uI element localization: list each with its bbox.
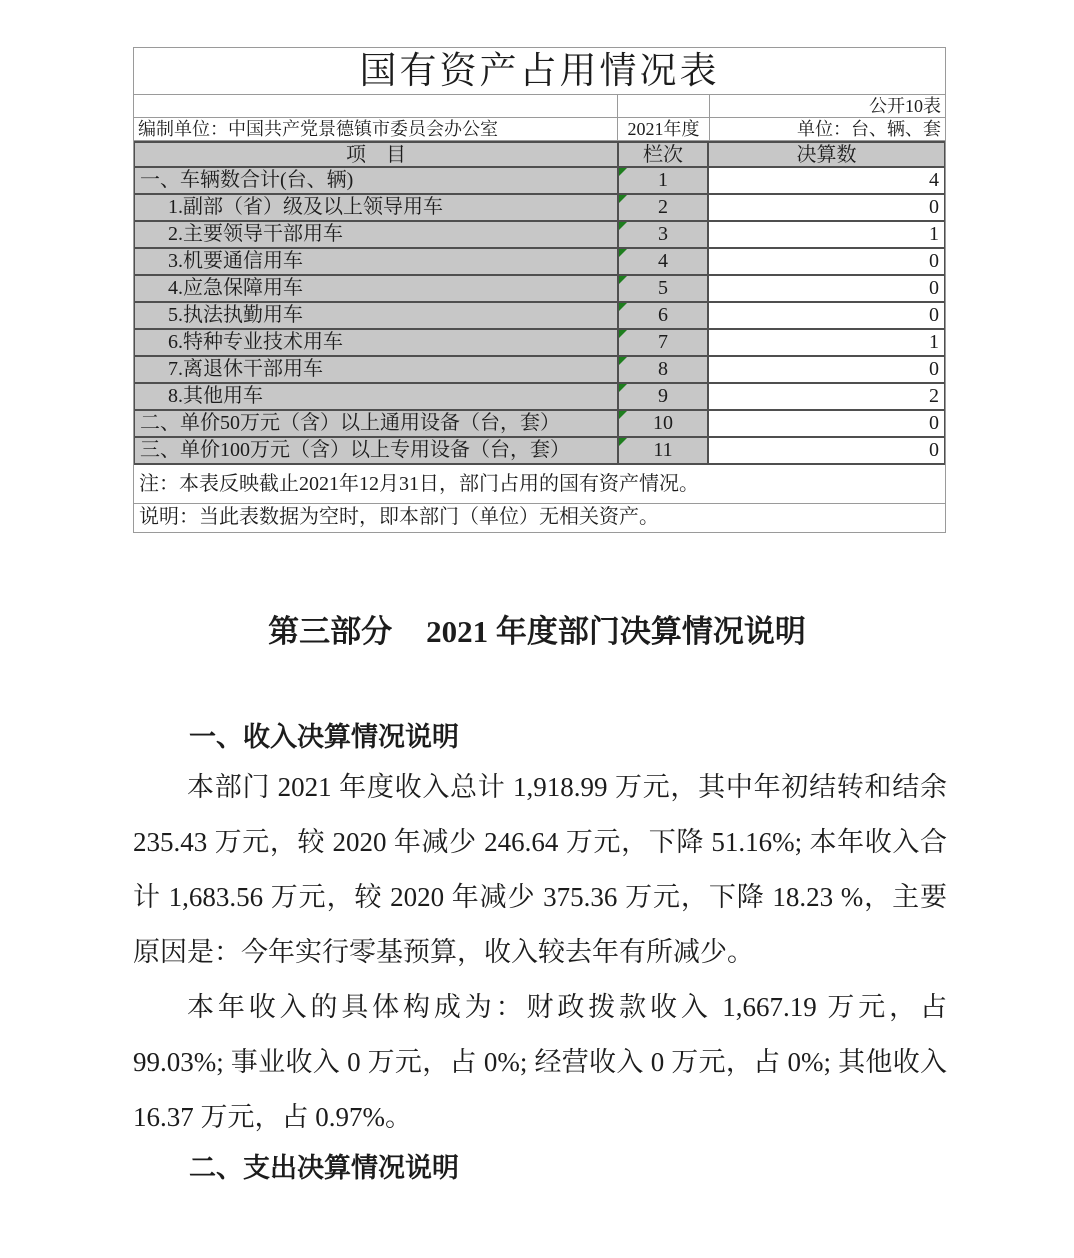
row-col: 7 bbox=[619, 330, 709, 355]
prepared-by: 编制单位：中国共产党景德镇市委员会办公室 bbox=[134, 118, 618, 140]
narrative-section bbox=[133, 714, 947, 1191]
cell-flag-triangle-icon bbox=[619, 276, 627, 284]
cell-flag-triangle-icon bbox=[619, 168, 627, 176]
fiscal-year: 2021年度 bbox=[618, 118, 710, 140]
table-row bbox=[135, 249, 944, 276]
row-value: 0 bbox=[709, 195, 944, 220]
row-item: 3.机要通信用车 bbox=[135, 249, 619, 274]
table-row bbox=[135, 303, 944, 330]
row-item: 一、车辆数合计(台、辆) bbox=[135, 168, 619, 193]
cell-flag-triangle-icon bbox=[619, 330, 627, 338]
expense-heading: 二、支出决算情况说明 bbox=[189, 1153, 459, 1183]
row-item: 1.副部（省）级及以上领导用车 bbox=[135, 195, 619, 220]
row-item: 7.离退休干部用车 bbox=[135, 357, 619, 382]
row-item: 6.特种专业技术用车 bbox=[135, 330, 619, 355]
row-col: 6 bbox=[619, 303, 709, 328]
cell-flag-triangle-icon bbox=[619, 384, 627, 392]
part-title: 2021 年度部门决算情况说明 bbox=[426, 614, 806, 649]
table-row bbox=[135, 411, 944, 438]
row-value: 0 bbox=[709, 411, 944, 436]
table-row bbox=[135, 357, 944, 384]
row-value: 0 bbox=[709, 276, 944, 301]
row-col: 2 bbox=[619, 195, 709, 220]
income-paragraph-1: 本部门 2021 年度收入总计 1,918.99 万元，其中年初结转和结余 235.43 万元，较 2020 年减少 246.64 万元，下降 51.16%; 本年收入合计 1,683.56 万元，较 2020 年减少 375.36 万元，下降 18.23 %，主要原因是：今年实行零基预算，收入较去年有所减少。 bbox=[133, 772, 947, 967]
table-note: 注：本表反映截止2021年12月31日，部门占用的国有资产情况。 bbox=[134, 465, 945, 504]
row-item: 三、单价100万元（含）以上专用设备（台，套） bbox=[135, 438, 619, 463]
cell-flag-triangle-icon bbox=[619, 222, 627, 230]
table-row bbox=[135, 222, 944, 249]
column-header-col: 栏次 bbox=[619, 143, 709, 166]
row-value: 0 bbox=[709, 303, 944, 328]
cell-flag-triangle-icon bbox=[619, 303, 627, 311]
row-item: 4.应急保障用车 bbox=[135, 276, 619, 301]
column-header-value: 决算数 bbox=[709, 143, 944, 166]
row-col: 10 bbox=[619, 411, 709, 436]
table-number: 公开10表 bbox=[869, 96, 941, 116]
cell-flag-triangle-icon bbox=[619, 249, 627, 257]
cell-flag-triangle-icon bbox=[619, 411, 627, 419]
asset-table bbox=[133, 47, 946, 533]
unit-note: 单位：台、辆、套 bbox=[797, 119, 941, 139]
row-col: 1 bbox=[619, 168, 709, 193]
row-value: 0 bbox=[709, 438, 944, 463]
table-title: 国有资产占用情况表 bbox=[134, 48, 945, 95]
row-value: 1 bbox=[709, 330, 944, 355]
table-row bbox=[135, 330, 944, 357]
row-item: 8.其他用车 bbox=[135, 384, 619, 409]
table-number-row bbox=[134, 95, 945, 118]
empty-cell bbox=[134, 95, 618, 117]
row-value: 1 bbox=[709, 222, 944, 247]
table-row bbox=[135, 195, 944, 222]
income-heading: 一、收入决算情况说明 bbox=[189, 722, 459, 752]
row-item: 2.主要领导干部用车 bbox=[135, 222, 619, 247]
table-row bbox=[135, 276, 944, 303]
cell-flag-triangle-icon bbox=[619, 438, 627, 446]
row-value: 2 bbox=[709, 384, 944, 409]
row-value: 0 bbox=[709, 357, 944, 382]
row-item: 5.执法执勤用车 bbox=[135, 303, 619, 328]
row-col: 3 bbox=[619, 222, 709, 247]
row-value: 0 bbox=[709, 249, 944, 274]
cell-flag-triangle-icon bbox=[619, 195, 627, 203]
table-row bbox=[135, 384, 944, 411]
row-col: 8 bbox=[619, 357, 709, 382]
row-value: 4 bbox=[709, 168, 944, 193]
income-paragraph-2: 本年收入的具体构成为：财政拨款收入 1,667.19 万元，占 99.03%; 事业收入 0 万元，占 0%; 经营收入 0 万元，占 0%; 其他收入 16.37 万元，占 0.97%。 bbox=[133, 992, 947, 1132]
row-col: 4 bbox=[619, 249, 709, 274]
row-col: 9 bbox=[619, 384, 709, 409]
column-header-item: 项 目 bbox=[135, 143, 619, 166]
table-row bbox=[135, 438, 944, 465]
row-col: 5 bbox=[619, 276, 709, 301]
table-header-row bbox=[135, 141, 944, 168]
table-remark: 说明：当此表数据为空时，即本部门（单位）无相关资产。 bbox=[139, 506, 659, 528]
part-heading bbox=[0, 606, 1074, 651]
table-meta-row bbox=[134, 118, 945, 141]
part-label: 第三部分 bbox=[268, 614, 393, 649]
table-grid bbox=[134, 141, 945, 465]
cell-flag-triangle-icon bbox=[619, 357, 627, 365]
row-item: 二、单价50万元（含）以上通用设备（台，套） bbox=[135, 411, 619, 436]
empty-cell bbox=[618, 95, 710, 117]
row-col: 11 bbox=[619, 438, 709, 463]
table-row bbox=[135, 168, 944, 195]
